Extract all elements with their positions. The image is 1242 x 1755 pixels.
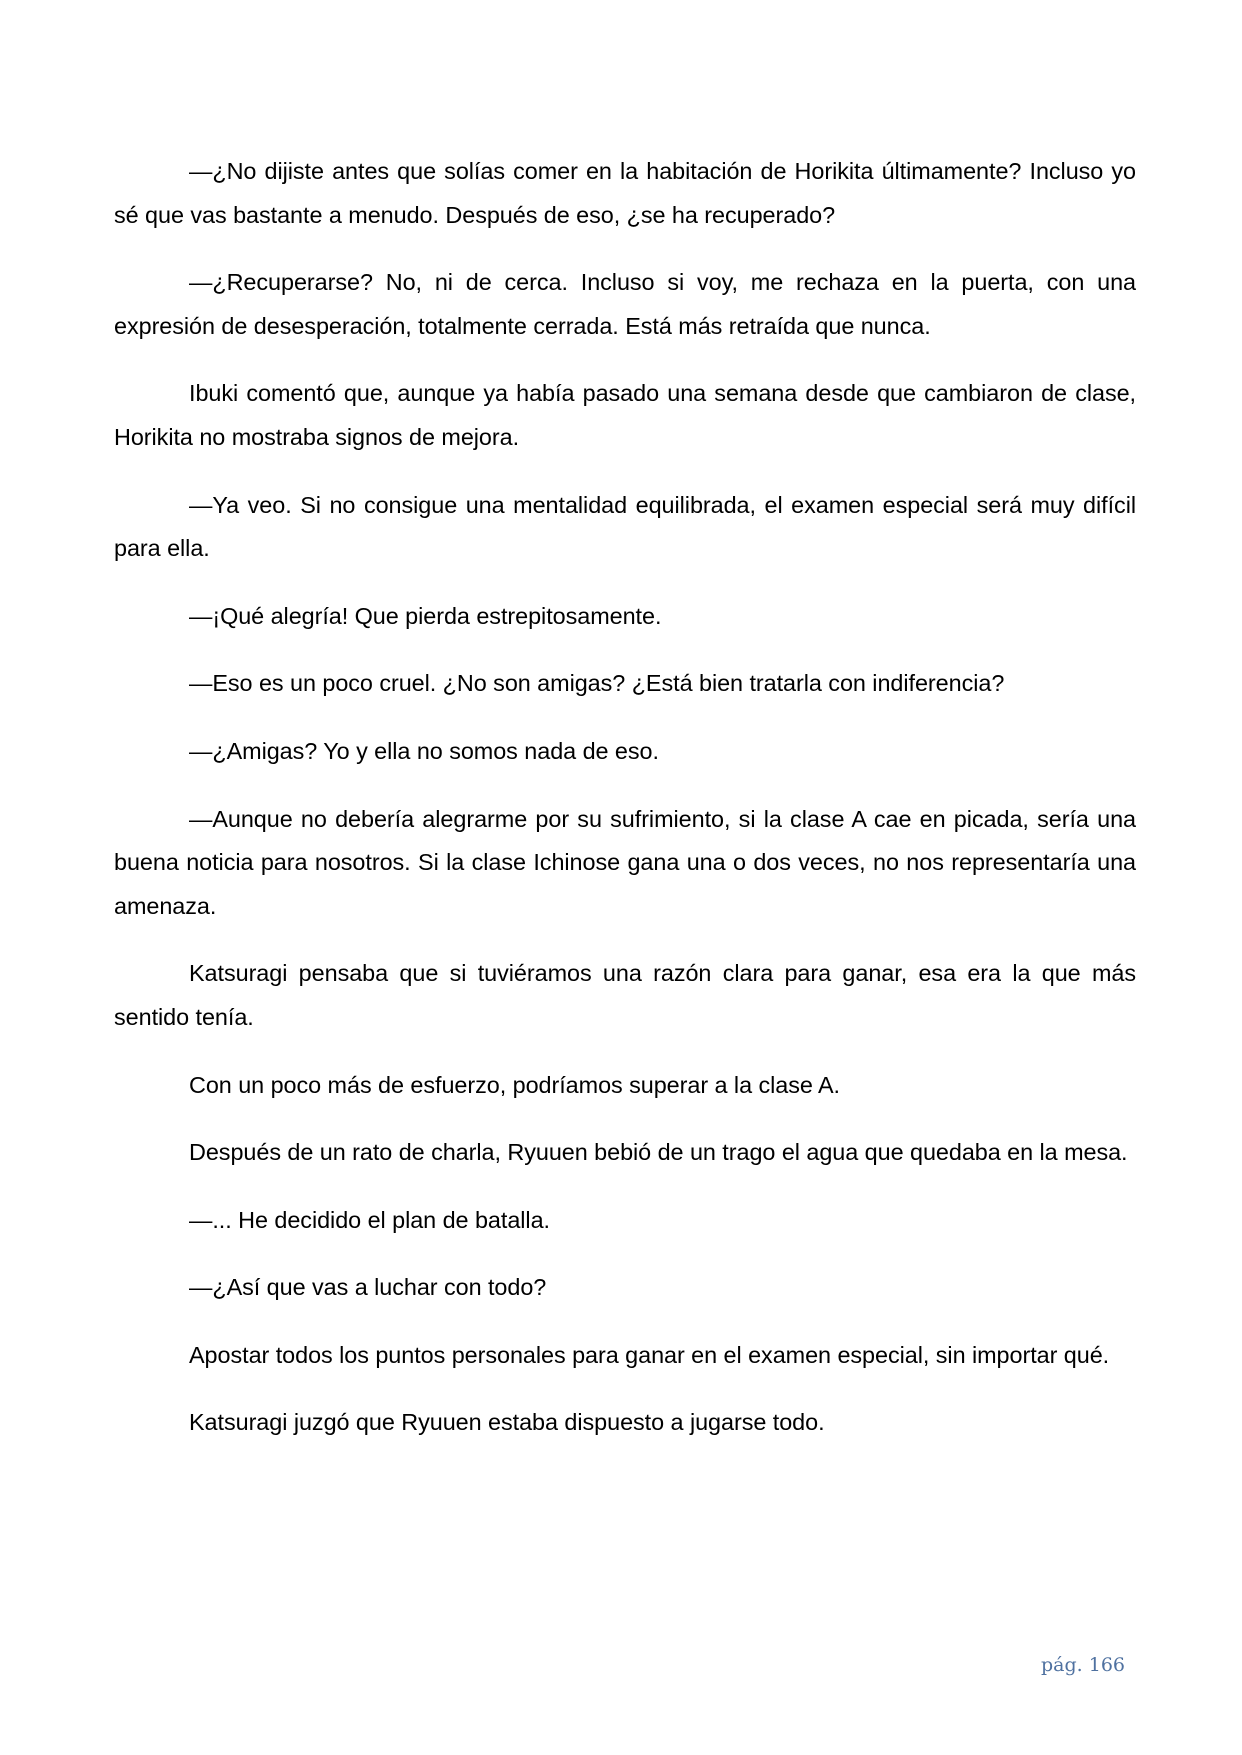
paragraph: —¿No dijiste antes que solías comer en la habitación de Horikita últimamente? Incluso yo sé que vas bastante a menudo. Después de eso, ¿se ha recuperado?	[114, 158, 1136, 228]
paragraph: Katsuragi juzgó que Ryuuen estaba dispuesto a jugarse todo.	[189, 1409, 825, 1436]
paragraph: Ibuki comentó que, aunque ya había pasado una semana desde que cambiaron de clase, Horikita no mostraba signos de mejora.	[114, 380, 1136, 450]
paragraph: —¿Recuperarse? No, ni de cerca. Incluso si voy, me rechaza en la puerta, con una expresión de desesperación, totalmente cerrada. Está más retraída que nunca.	[114, 269, 1136, 339]
page-number: pág. 166	[1041, 1654, 1125, 1676]
paragraph: —Aunque no debería alegrarme por su sufrimiento, si la clase A cae en picada, sería una buena noticia para nosotros. Si la clase Ichinose gana una o dos veces, no nos representaría una amenaza.	[114, 805, 1136, 919]
paragraph: Apostar todos los puntos personales para ganar en el examen especial, sin importar qué.	[189, 1341, 1110, 1368]
paragraph: —Eso es un poco cruel. ¿No son amigas? ¿Está bien tratarla con indiferencia?	[189, 670, 1005, 697]
paragraph: Katsuragi pensaba que si tuviéramos una razón clara para ganar, esa era la que más sentido tenía.	[114, 960, 1136, 1030]
paragraph: Después de un rato de charla, Ryuuen bebió de un trago el agua que quedaba en la mesa.	[189, 1139, 1128, 1166]
paragraph: —¡Qué alegría! Que pierda estrepitosamente.	[189, 602, 662, 629]
paragraph: —Ya veo. Si no consigue una mentalidad equilibrada, el examen especial será muy difícil para ella.	[114, 491, 1136, 562]
paragraph: —¿Así que vas a luchar con todo?	[189, 1274, 547, 1301]
paragraph: —... He decidido el plan de batalla.	[189, 1206, 550, 1233]
paragraph: —¿Amigas? Yo y ella no somos nada de eso.	[189, 737, 659, 764]
paragraph: Con un poco más de esfuerzo, podríamos superar a la clase A.	[189, 1071, 841, 1098]
body-text	[114, 150, 1136, 1469]
